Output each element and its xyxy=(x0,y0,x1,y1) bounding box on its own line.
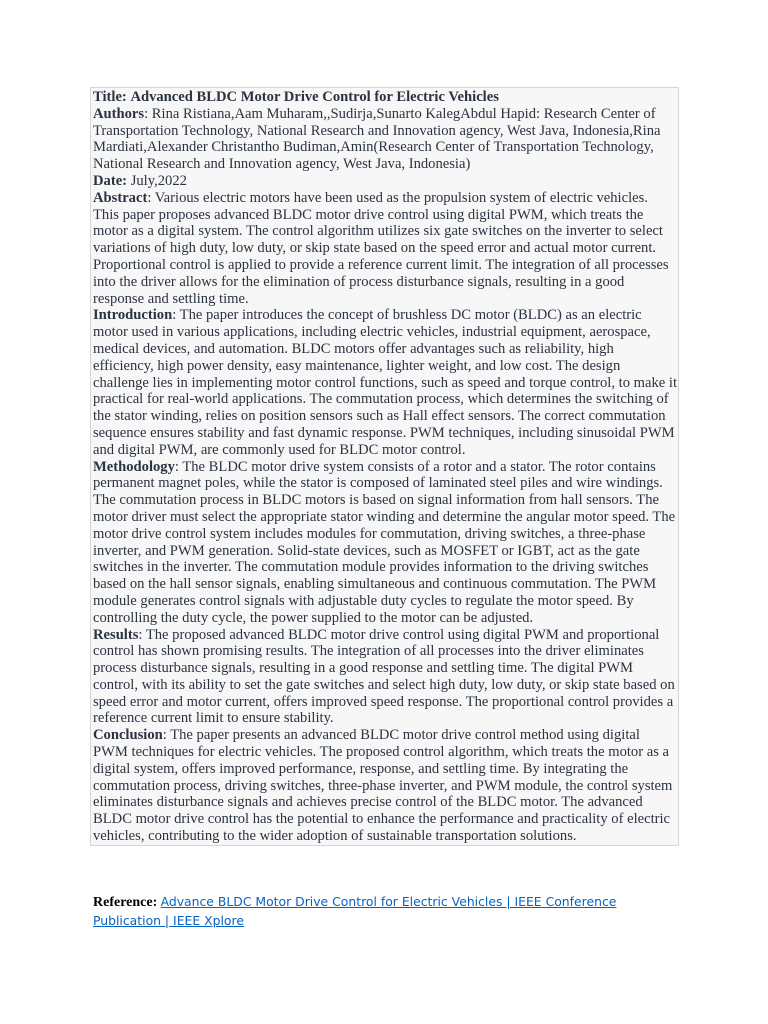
date-label: Date: xyxy=(93,172,128,189)
reference-link[interactable]: Advance BLDC Motor Drive Control for Electric Vehicles | IEEE Conference Publication | IEEE Xplore xyxy=(93,894,617,928)
introduction-label: Introduction xyxy=(93,307,173,324)
reference-line xyxy=(93,893,673,929)
results-section xyxy=(93,627,677,728)
conclusion-label: Conclusion xyxy=(93,727,163,744)
authors-section xyxy=(93,106,677,173)
abstract-text: : Various electric motors have been used as the propulsion system of electric vehicles. This paper proposes advanced BLDC motor drive control using digital PWM, which treats the motor as a digital system. The control algorithm utilizes six gate switches on the inverter to select variations of high duty, low duty, or skip state based on the speed error and actual motor current. Proportional control is applied to provide a reference current limit. The integration of all processes into the driver allows for the elimination of process disturbance signals, resulting in a good response and settling time. xyxy=(93,189,669,307)
date-text: July,2022 xyxy=(130,172,187,189)
methodology-label: Methodology xyxy=(93,458,175,475)
methodology-text: : The BLDC motor drive system consists of a rotor and a stator. The rotor contains permanent magnet poles, while the stator is composed of laminated steel piles and wire windings. The commutation process in BLDC motors is based on signal information from hall sensors. The motor driver must select the appropriate stator winding and determine the angular motor speed. The motor drive control system includes modules for commutation, driving switches, a three-phase inverter, and PWM generation. Solid-state devices, such as MOSFET or IGBT, act as the gate switches in the inverter. The commutation module provides information to the driving switches based on the hall sensor signals, enabling simultaneous and continuous commutation. The PWM module generates control signals with adjustable duty cycles to regulate the motor speed. By controlling the duty cycle, the power supplied to the motor can be adjusted. xyxy=(93,458,676,626)
results-text: : The proposed advanced BLDC motor drive control using digital PWM and proportional control has shown promising results. The integration of all processes into the driver eliminates process disturbance signals, resulting in a good response and settling time. The digital PWM control, with its ability to set the gate switches and select high duty, low duty, or skip state based on speed error and motor current, offers improved speed response. The proportional control provides a reference current limit to ensure stability. xyxy=(93,626,675,727)
methodology-section xyxy=(93,459,677,627)
abstract-section xyxy=(93,190,677,308)
introduction-text: : The paper introduces the concept of brushless DC motor (BLDC) as an electric motor used in various applications, including electric vehicles, industrial equipment, aerospace, medical devices, and automation. BLDC motors offer advantages such as reliability, high efficiency, high power density, easy maintenance, lighter weight, and low cost. The design challenge lies in implementing motor control functions, such as speed and torque control, to make it practical for real-world applications. The commutation process, which determines the switching of the stator winding, relies on position sensors such as Hall effect sensors. The correct commutation sequence ensures stability and fast dynamic response. PWM techniques, including sinusoidal PWM and digital PWM, are commonly used for BLDC motor control. xyxy=(93,307,678,458)
authors-label: Authors xyxy=(93,105,145,122)
reference-label: Reference: xyxy=(93,895,158,910)
summary-box xyxy=(90,87,679,846)
conclusion-section xyxy=(93,727,677,845)
conclusion-text: : The paper presents an advanced BLDC motor drive control method using digital PWM techniques for electric vehicles. The proposed control algorithm, which treats the motor as a digital system, offers improved performance, response, and settling time. By integrating the commutation process, driving switches, three-phase inverter, and PWM module, the control system eliminates disturbance signals and achieves precise control of the BLDC motor. The advanced BLDC motor drive control has the potential to enhance the performance and practicality of electric vehicles, contributing to the wider adoption of sustainable transportation solutions. xyxy=(93,727,673,845)
title-line xyxy=(93,88,677,106)
authors-text: : Rina Ristiana,Aam Muharam,,Sudirja,Sunarto KalegAbdul Hapid: Research Center of Transportation Technology, National Research and Innovation agency, West Java, Indonesia,Rina Mardiati,Alexander Christantho Budiman,Amin(Research Center of Transportation Technology, National Research and Innovation agency, West Java, Indonesia) xyxy=(93,105,661,173)
title-label: Title: xyxy=(93,89,127,105)
abstract-label: Abstract xyxy=(93,189,148,206)
introduction-section xyxy=(93,307,677,458)
date-section xyxy=(93,173,677,190)
results-label: Results xyxy=(93,626,139,643)
paper-title: Advanced BLDC Motor Drive Control for Electric Vehicles xyxy=(130,89,499,105)
